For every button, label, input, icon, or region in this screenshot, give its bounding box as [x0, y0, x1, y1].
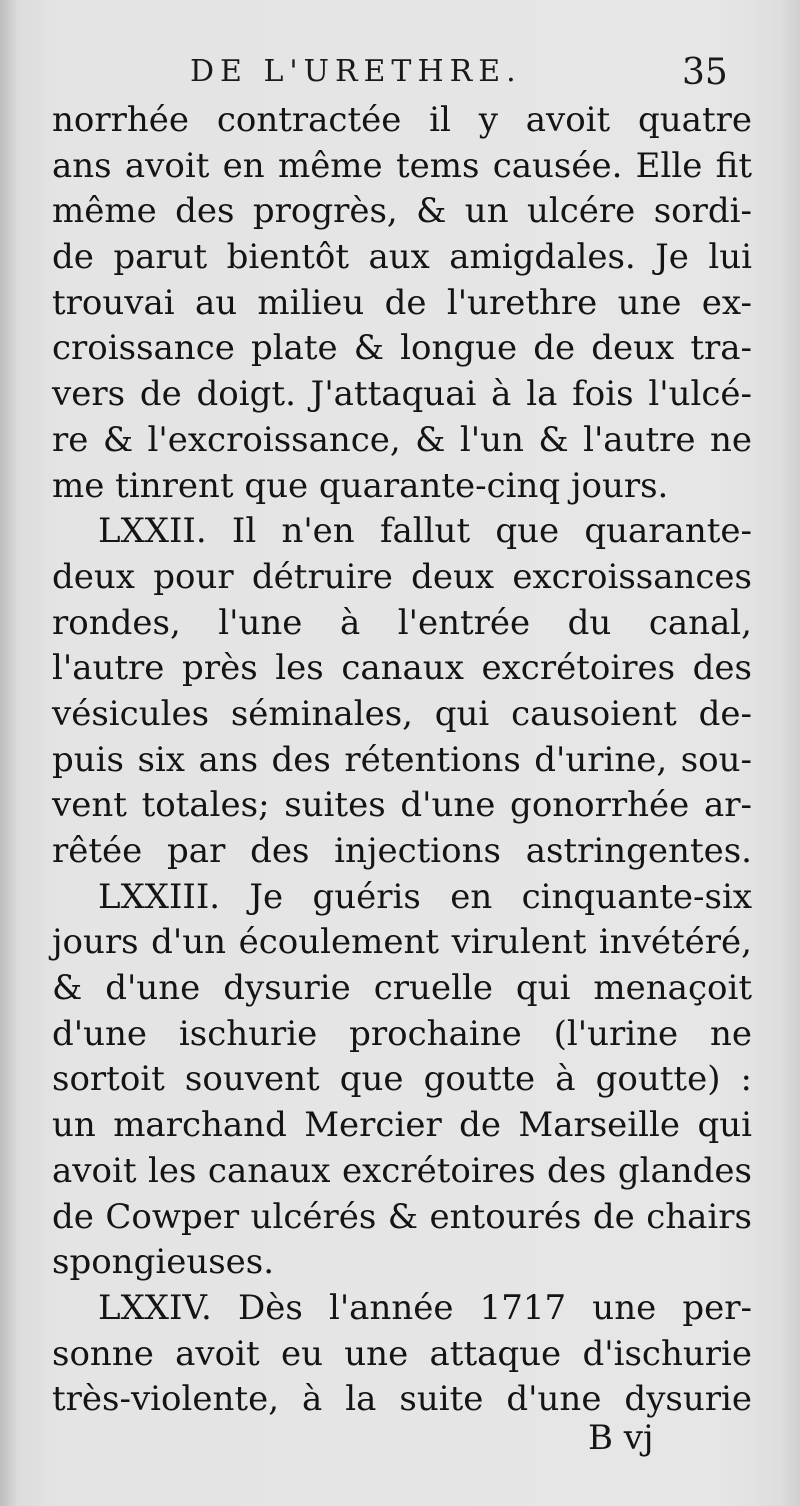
paragraph-start-line: LXXIII. Je guéris en cinquante-six [98, 876, 752, 917]
text-line: très-violente, à la suite d'une dysurie [52, 1379, 752, 1420]
page-header [0, 52, 800, 100]
paragraph-start-line: LXXII. Il n'en fallut que quarante- [98, 511, 752, 552]
text-line: me tinrent que quarante-cinq jours. [52, 465, 669, 506]
text-line: ans avoit en même tems causée. Elle fit [52, 145, 752, 186]
text-line: & d'une dysurie cruelle qui menaçoit [52, 968, 752, 1009]
text-line: avoit les canaux excrétoires des glandes [52, 1150, 752, 1191]
text-line: un marchand Mercier de Marseille qui [52, 1105, 752, 1146]
text-line: sonne avoit eu une attaque d'ischurie [52, 1333, 752, 1374]
text-line: croissance plate & longue de deux tra- [52, 328, 752, 369]
paragraph-start-line: LXXIV. Dès l'année 1717 une per- [98, 1287, 752, 1328]
text-line: même des progrès, & un ulcére sordi- [52, 191, 752, 232]
text-line: vers de doigt. J'attaquai à la fois l'ulcé- [52, 374, 752, 415]
text-line: d'une ischurie prochaine (l'urine ne [52, 1013, 752, 1054]
running-title: DE L'URETHRE. [190, 54, 522, 89]
text-line: de parut bientôt aux amigdales. Je lui [52, 237, 752, 278]
text-line: sortoit souvent que goutte à goutte) : [52, 1059, 752, 1100]
text-line: re & l'excroissance, & l'un & l'autre ne [52, 419, 752, 460]
text-line: jours d'un écoulement virulent invétéré, [52, 922, 752, 963]
text-line: de Cowper ulcérés & entourés de chairs [52, 1196, 752, 1237]
text-line: vent totales; suites d'une gonorrhée ar- [52, 785, 752, 826]
signature-mark: B vj [588, 1418, 654, 1458]
text-line: l'autre près les canaux excrétoires des [52, 648, 752, 689]
text-line: vésicules séminales, qui causoient de- [52, 693, 752, 734]
text-line: rêtée par des injections astringentes. [52, 831, 752, 871]
text-line: norrhée contractée il y avoit quatre [52, 100, 752, 140]
text-line: spongieuses. [52, 1242, 275, 1283]
body-text [52, 98, 752, 1423]
text-line: puis six ans des rétentions d'urine, sou- [52, 739, 752, 780]
text-line: trouvai au milieu de l'urethre une ex- [52, 282, 752, 323]
text-line: deux pour détruire deux excroissances [52, 556, 752, 597]
text-line: rondes, l'une à l'entrée du canal, [52, 602, 752, 643]
page-number: 35 [682, 52, 728, 93]
